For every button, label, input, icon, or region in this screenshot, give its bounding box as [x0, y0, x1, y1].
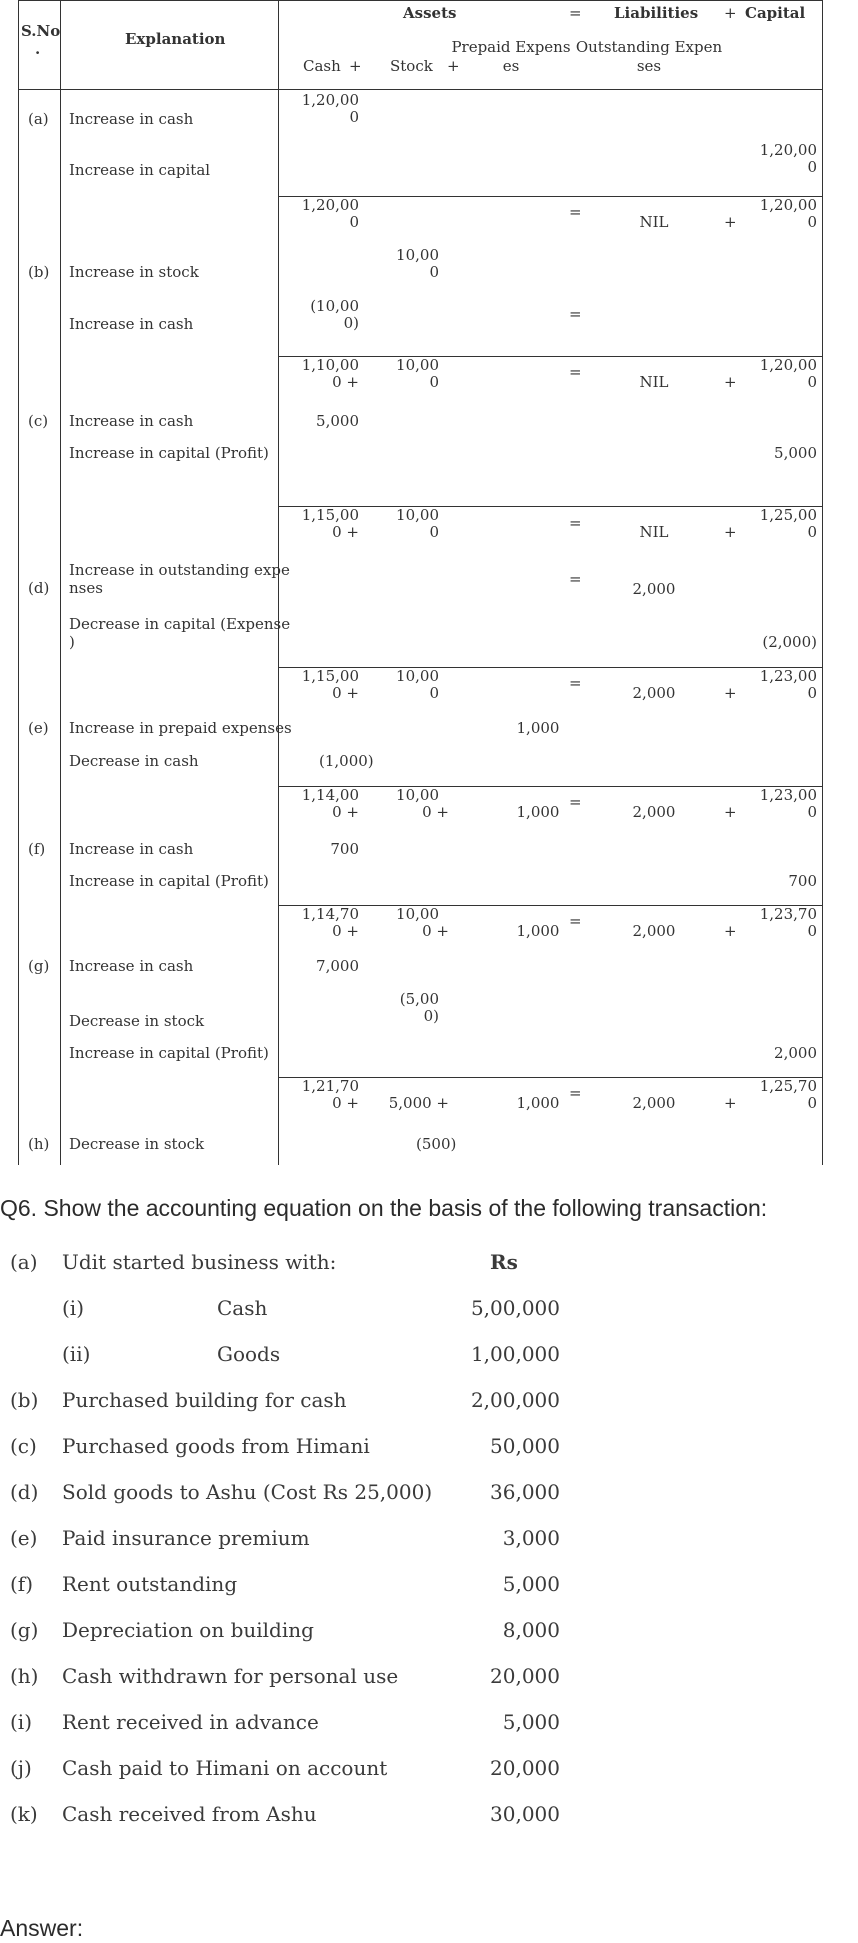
stock-total: 10,00	[396, 786, 439, 804]
item-amount: 30,000	[490, 1802, 560, 1826]
explanation-text: Increase in cash	[69, 957, 194, 975]
header-sno-dot: .	[35, 40, 41, 58]
item-label: (h)	[10, 1664, 39, 1688]
cash-cell: 1,20,00	[301, 91, 359, 109]
stock-total: 0	[429, 523, 439, 541]
item-label: (k)	[10, 1802, 38, 1826]
item-text: Cash received from Ashu	[62, 1802, 317, 1826]
explanation-text: Decrease in capital (Expense	[69, 615, 291, 633]
plus-sign: +	[724, 523, 737, 541]
capital-total: 1,23,70	[759, 905, 817, 923]
cash-cell: 7,000	[316, 957, 359, 975]
explanation-text: Increase in cash	[69, 315, 194, 333]
cash-total: 1,14,00	[301, 786, 359, 804]
item-label: (i)	[62, 1296, 85, 1320]
header-equals: =	[569, 4, 582, 22]
prepaid-total: 1,000	[516, 1094, 560, 1112]
header-stock: Stock	[390, 57, 433, 75]
stock-total: 0	[429, 373, 439, 391]
header-prepaid-cont: es	[502, 57, 520, 75]
header-plus: +	[447, 57, 460, 75]
capital-total: 0	[807, 1094, 817, 1112]
cash-total: 1,20,00	[301, 196, 359, 214]
prepaid-total: 1,000	[516, 803, 560, 821]
stock-total: 0 +	[422, 922, 449, 940]
explanation-text: Increase in capital (Profit)	[69, 1044, 269, 1062]
header-plus: +	[724, 4, 737, 22]
item-label: (g)	[10, 1618, 39, 1642]
liabilities-total: NIL	[639, 523, 669, 541]
cash-total: 0 +	[332, 684, 359, 702]
stock-cell: (5,00	[399, 990, 439, 1008]
equals-sign: =	[569, 570, 582, 588]
plus-sign: +	[724, 803, 737, 821]
cash-cell: (1,000)	[319, 752, 374, 770]
explanation-text: nses	[69, 579, 103, 597]
col-divider	[278, 1, 279, 1165]
header-cash: Cash	[303, 57, 341, 75]
item-text: Sold goods to Ashu (Cost Rs 25,000)	[62, 1480, 433, 1504]
prepaid-total: 1,000	[516, 922, 560, 940]
cash-cell: 700	[330, 840, 359, 858]
stock-total: 0 +	[422, 803, 449, 821]
capital-total: 0	[807, 922, 817, 940]
explanation-text: Increase in cash	[69, 412, 194, 430]
header-prepaid: Prepaid Expens	[451, 38, 571, 56]
explanation-text: Increase in capital (Profit)	[69, 872, 269, 890]
item-amount: 20,000	[490, 1664, 560, 1688]
item-amount: 50,000	[490, 1434, 560, 1458]
row-label: (d)	[28, 579, 50, 597]
rs-header: Rs	[490, 1250, 518, 1274]
explanation-text: Increase in outstanding expe	[69, 561, 290, 579]
cash-cell: 0)	[343, 314, 359, 332]
item-amount: 8,000	[502, 1618, 560, 1642]
row-label: (f)	[28, 840, 46, 858]
equals-sign: =	[569, 674, 582, 692]
row-label: (b)	[28, 263, 50, 281]
item-label: (d)	[10, 1480, 39, 1504]
question-title: Q6. Show the accounting equation on the basis of the following transaction:	[0, 1195, 768, 1221]
capital-total: 0	[807, 684, 817, 702]
stock-cell: 10,00	[396, 246, 439, 264]
item-text: Rent received in advance	[62, 1710, 319, 1734]
item-amount: 5,000	[502, 1572, 560, 1596]
row-label: (g)	[28, 957, 50, 975]
item-amount: 20,000	[490, 1756, 560, 1780]
equals-sign: =	[569, 793, 582, 811]
stock-total: 0	[429, 684, 439, 702]
equals-sign: =	[569, 305, 582, 323]
stock-total: 10,00	[396, 905, 439, 923]
item-label: (i)	[10, 1710, 33, 1734]
prepaid-cell: 1,000	[516, 719, 560, 737]
item-amount: 2,00,000	[470, 1388, 560, 1412]
item-label: (b)	[10, 1388, 39, 1412]
item-amount: 1,00,000	[470, 1342, 560, 1366]
explanation-text: Increase in capital	[69, 161, 211, 179]
explanation-text: )	[69, 633, 75, 651]
cash-total: 0 +	[332, 1094, 359, 1112]
capital-cell: 1,20,00	[759, 141, 817, 159]
row-label: (c)	[28, 412, 49, 430]
capital-total: 1,25,70	[759, 1077, 817, 1095]
liabilities-total: NIL	[639, 213, 669, 231]
item-text: Depreciation on building	[62, 1618, 314, 1642]
explanation-text: Decrease in stock	[69, 1135, 205, 1153]
cash-total: 1,15,00	[301, 506, 359, 524]
equals-sign: =	[569, 203, 582, 221]
answer-label: Answer:	[0, 1915, 84, 1941]
capital-total: 0	[807, 803, 817, 821]
header-outstanding-cont: ses	[636, 57, 662, 75]
cash-total: 1,14,70	[301, 905, 359, 923]
item-text: Purchased building for cash	[62, 1388, 347, 1412]
capital-cell: 5,000	[774, 444, 817, 462]
item-label: (ii)	[62, 1342, 91, 1366]
item-amount: 3,000	[502, 1526, 560, 1550]
header-liabilities: Liabilities	[614, 4, 699, 22]
item-amount: 5,00,000	[470, 1296, 560, 1320]
item-text: Cash withdrawn for personal use	[62, 1664, 399, 1688]
liabilities-total: 2,000	[632, 803, 676, 821]
capital-total: 0	[807, 213, 817, 231]
stock-total: 10,00	[396, 506, 439, 524]
header-bottom-line	[19, 89, 822, 90]
col-divider	[60, 1, 61, 1165]
stock-cell: (500)	[416, 1135, 457, 1153]
explanation-text: Decrease in stock	[69, 1012, 205, 1030]
cash-total: 1,15,00	[301, 667, 359, 685]
cash-total: 0 +	[332, 373, 359, 391]
stock-total: 10,00	[396, 356, 439, 374]
explanation-text: Increase in cash	[69, 110, 194, 128]
explanation-text: Increase in capital (Profit)	[69, 444, 269, 462]
cash-total: 1,10,00	[301, 356, 359, 374]
capital-total: 1,23,00	[759, 786, 817, 804]
capital-cell: 2,000	[774, 1044, 817, 1062]
liabilities-total: 2,000	[632, 1094, 676, 1112]
explanation-text: Increase in stock	[69, 263, 199, 281]
liabilities-total: NIL	[639, 373, 669, 391]
capital-total: 1,20,00	[759, 196, 817, 214]
item-text: Cash	[217, 1296, 268, 1320]
capital-cell: 700	[788, 872, 817, 890]
item-text: Paid insurance premium	[62, 1526, 310, 1550]
item-label: (j)	[10, 1756, 32, 1780]
explanation-text: Increase in cash	[69, 840, 194, 858]
item-text: Goods	[217, 1342, 281, 1366]
row-label: (e)	[28, 719, 49, 737]
stock-total: 10,00	[396, 667, 439, 685]
row-label: (h)	[28, 1135, 50, 1153]
equals-sign: =	[569, 1084, 582, 1102]
item-label: (e)	[10, 1526, 38, 1550]
cash-cell: 0	[349, 108, 359, 126]
capital-total: 0	[807, 523, 817, 541]
item-label: (c)	[10, 1434, 37, 1458]
explanation-text: Decrease in cash	[69, 752, 199, 770]
header-plus: +	[349, 57, 362, 75]
header-outstanding: Outstanding Expen	[575, 38, 723, 56]
cash-total: 0	[349, 213, 359, 231]
item-label: (f)	[10, 1572, 34, 1596]
row-label: (a)	[28, 110, 49, 128]
item-text: Udit started business with:	[62, 1250, 337, 1274]
capital-total: 1,20,00	[759, 356, 817, 374]
plus-sign: +	[724, 373, 737, 391]
equals-sign: =	[569, 363, 582, 381]
capital-cell: 0	[807, 158, 817, 176]
header-capital: Capital	[745, 4, 806, 22]
capital-total: 1,23,00	[759, 667, 817, 685]
liabilities-total: 2,000	[632, 684, 676, 702]
capital-cell: (2,000)	[762, 633, 817, 651]
plus-sign: +	[724, 922, 737, 940]
header-assets: Assets	[403, 4, 457, 22]
header-sno: S.No	[21, 22, 61, 40]
item-amount: 5,000	[502, 1710, 560, 1734]
plus-sign: +	[724, 684, 737, 702]
cash-total: 0 +	[332, 523, 359, 541]
equals-sign: =	[569, 514, 582, 532]
item-text: Purchased goods from Himani	[62, 1434, 370, 1458]
header-explanation: Explanation	[125, 30, 226, 48]
liabilities-total: 2,000	[632, 922, 676, 940]
stock-total: 5,000 +	[388, 1094, 449, 1112]
equals-sign: =	[569, 912, 582, 930]
capital-total: 0	[807, 373, 817, 391]
stock-cell: 0)	[423, 1007, 439, 1025]
plus-sign: +	[724, 213, 737, 231]
cash-cell: (10,00	[310, 297, 359, 315]
cash-cell: 5,000	[316, 412, 359, 430]
cash-total: 1,21,70	[301, 1077, 359, 1095]
capital-total: 1,25,00	[759, 506, 817, 524]
cash-total: 0 +	[332, 803, 359, 821]
item-text: Rent outstanding	[62, 1572, 238, 1596]
item-amount: 36,000	[490, 1480, 560, 1504]
item-text: Cash paid to Himani on account	[62, 1756, 388, 1780]
liabilities-cell: 2,000	[632, 580, 676, 598]
cash-total: 0 +	[332, 922, 359, 940]
stock-cell: 0	[429, 263, 439, 281]
plus-sign: +	[724, 1094, 737, 1112]
accounting-equation-table	[18, 0, 823, 1165]
explanation-text: Increase in prepaid expenses	[69, 719, 292, 737]
item-label: (a)	[10, 1250, 38, 1274]
